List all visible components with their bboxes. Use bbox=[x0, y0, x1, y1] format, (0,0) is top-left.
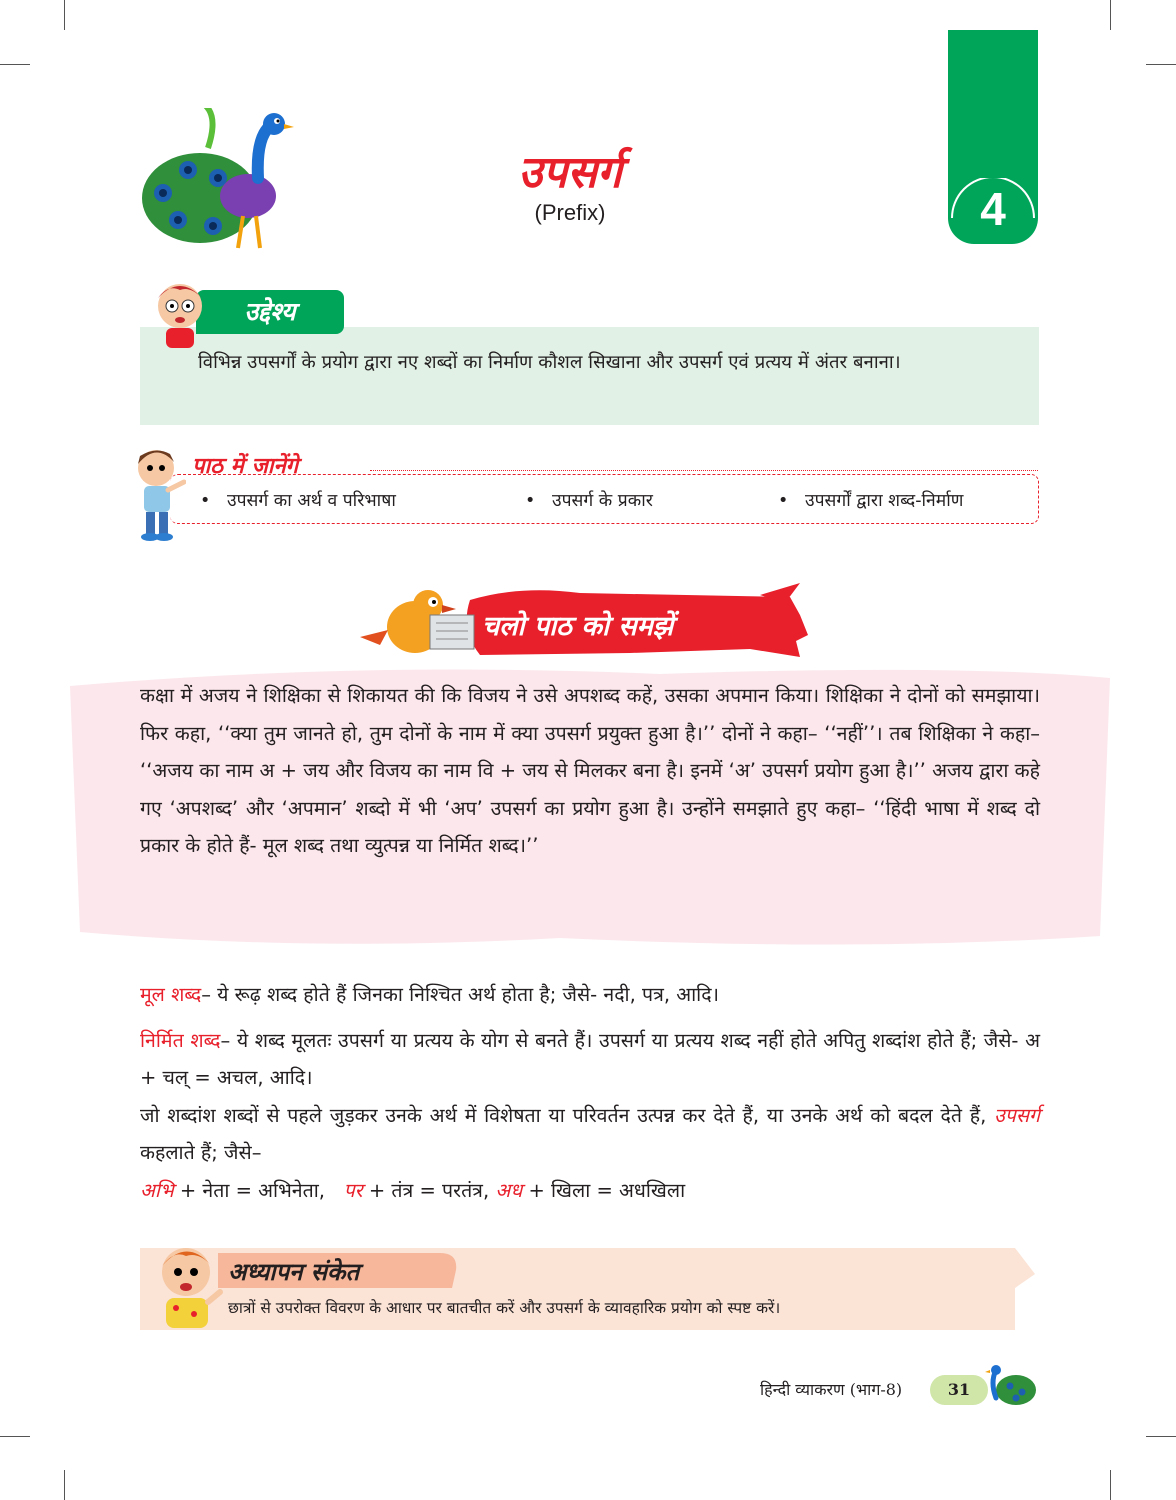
examples-line bbox=[140, 1176, 685, 1203]
learning-item: • उपसर्ग के प्रकार bbox=[525, 491, 653, 511]
footer-peacock-icon bbox=[980, 1362, 1038, 1412]
objective-text: विभिन्न उपसर्गों के प्रयोग द्वारा नए शब्दों का निर्माण कौशल सिखाना और उपसर्ग एवं प्रत्यय में अंतर बनाना। bbox=[198, 352, 901, 373]
mool-shabd-definition bbox=[140, 976, 1040, 1013]
crop-mark bbox=[1146, 1436, 1176, 1437]
example-rest: + नेता = अभिनेता, bbox=[179, 1179, 325, 1202]
example-rest: + तंत्र = परतंत्र, bbox=[368, 1179, 490, 1202]
example-prefix: पर bbox=[343, 1179, 363, 1202]
boy-thinking-illustration bbox=[150, 276, 208, 348]
learning-title: पाठ में जानेंगे bbox=[192, 454, 299, 479]
story-paragraph: कक्षा में अजय ने शिक्षिका से शिकायत की कि विजय ने उसे अपशब्द कहें, उसका अपमान किया। शिक्षिका ने दोनों को समझाया। फिर कहा, ‘‘क्या तुम जानते हो, तुम दोनों के नाम में क्या उपसर्ग प्रयुक्त हुआ है।’’ दोनों ने कहा– ‘‘नहीं’’। तब शिक्षिका ने कहा– ‘‘अजय का नाम अ + जय और विजय का नाम वि + जय से मिलकर बना है। इनमें ‘अ’ उपसर्ग प्रयोग हुआ है।’’ अजय द्वारा कहे गए ‘अपशब्द’ और ‘अपमान’ शब्दो में भी ‘अप’ उपसर्ग का प्रयोग हुआ है। उन्होंने समझाते हुए कहा– ‘‘हिंदी भाषा में शब्द दो प्रकार के होते हैं- मूल शब्द तथा व्युत्पन्न या निर्मित शब्द।’’ bbox=[140, 684, 1040, 857]
nirmit-shabd-definition bbox=[140, 1022, 1040, 1096]
upsarg-definition bbox=[140, 1097, 1040, 1171]
upsarg-text-1: जो शब्दांश शब्दों से पहले जुड़कर उनके अर्थ में विशेषता या परिवर्तन उत्पन्न कर देते हैं, या उनके अर्थ को बदल देते हैं, bbox=[140, 1104, 987, 1127]
crop-mark bbox=[1110, 0, 1111, 30]
teaching-hint-text: छात्रों से उपरोक्त विवरण के आधार पर बातचीत करें और उपसर्ग के व्यावहारिक प्रयोग को स्पष्ट करें। bbox=[228, 1299, 781, 1317]
upsarg-term: उपसर्ग bbox=[994, 1104, 1040, 1127]
crop-mark bbox=[0, 64, 30, 65]
chapter-number: 4 bbox=[980, 183, 1006, 235]
crop-mark bbox=[1110, 1470, 1111, 1500]
learning-item-text: उपसर्ग का अर्थ व परिभाषा bbox=[227, 491, 396, 511]
objective-label: उद्देश्य bbox=[244, 297, 296, 326]
crop-mark bbox=[1146, 64, 1176, 65]
example-rest: + खिला = अधखिला bbox=[528, 1179, 686, 1202]
boy-teacher-illustration bbox=[150, 1240, 226, 1330]
learning-item-text: उपसर्ग के प्रकार bbox=[552, 491, 653, 511]
mool-shabd-label: मूल शब्द bbox=[140, 983, 202, 1006]
nirmit-shabd-label: निर्मित शब्द bbox=[140, 1029, 221, 1052]
crop-mark bbox=[64, 1470, 65, 1500]
crop-mark bbox=[0, 1436, 30, 1437]
upsarg-text-2: कहलाते हैं; जैसे– bbox=[140, 1141, 262, 1164]
chapter-subtitle: (Prefix) bbox=[534, 200, 606, 225]
learning-title-underline bbox=[370, 470, 1038, 471]
learning-item: • उपसर्ग का अर्थ व परिभाषा bbox=[200, 491, 396, 511]
chapter-title: उपसर्ग bbox=[518, 147, 622, 198]
example-prefix: अभि bbox=[140, 1179, 174, 1202]
learning-item: • उपसर्गों द्वारा शब्द-निर्माण bbox=[778, 491, 964, 511]
example-prefix: अध bbox=[495, 1179, 523, 1202]
learning-item-text: उपसर्गों द्वारा शब्द-निर्माण bbox=[805, 491, 964, 511]
page-number: 31 bbox=[930, 1375, 988, 1405]
mool-shabd-text: – ये रूढ़ शब्द होते हैं जिनका निश्चित अर्थ होता है; जैसे- नदी, पत्र, आदि। bbox=[201, 983, 719, 1006]
objective-label-tag bbox=[196, 290, 344, 334]
crop-mark bbox=[64, 0, 65, 30]
peacock-illustration bbox=[138, 108, 298, 258]
nirmit-shabd-text: – ये शब्द मूलतः उपसर्ग या प्रत्यय के योग से बनते हैं। उपसर्ग या प्रत्यय शब्द नहीं होते अपितु शब्दांश होते हैं; जैसे- अ + चल् = अचल, आदि। bbox=[140, 1029, 1040, 1089]
section-banner-title: चलो पाठ को समझें bbox=[482, 611, 674, 642]
footer-book-title: हिन्दी व्याकरण (भाग-8) bbox=[760, 1380, 903, 1399]
chapter-number-tab bbox=[948, 30, 1038, 244]
teaching-hint-title: अध्यापन संकेत bbox=[228, 1258, 360, 1286]
